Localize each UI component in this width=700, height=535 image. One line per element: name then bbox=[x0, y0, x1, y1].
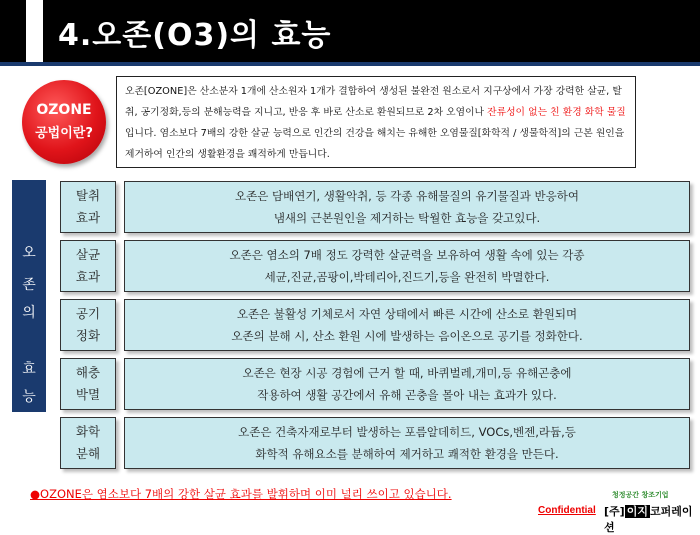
row-desc-line: 오존은 불활성 기체로서 자연 상태에서 빠른 시간에 산소로 환원되며 bbox=[236, 307, 578, 321]
confidential-label: Confidential bbox=[538, 505, 596, 516]
row-desc-line: 오존은 현장 시공 경험에 근거 할 때, 바퀴벌레,개미,등 유해곤충에 bbox=[242, 366, 572, 380]
ozone-badge-line1: OZONE bbox=[36, 102, 92, 118]
logo-rest: 코퍼레이션 bbox=[604, 505, 693, 534]
row-desc-line: 화학적 유해요소를 분해하여 제거하고 쾌적한 환경을 만든다. bbox=[255, 447, 559, 461]
intro-highlight: 잔류성이 없는 친 환경 화학 물질 bbox=[487, 107, 626, 118]
side-char: 존 bbox=[22, 277, 36, 293]
row-label-line: 해충 bbox=[75, 365, 101, 380]
row-label-line: 공기 bbox=[75, 306, 101, 321]
company-logo bbox=[604, 503, 700, 535]
row-label-line: 정화 bbox=[75, 328, 101, 343]
row-desc-line: 세균,진균,곰팡이,박테리아,진드기,등을 완전히 박멸한다. bbox=[264, 270, 550, 284]
row-label-line: 박멸 bbox=[75, 387, 101, 402]
row-desc-line: 냄새의 근본원인을 제거하는 탁월한 효능을 갖고있다. bbox=[273, 211, 541, 225]
title-accent-left bbox=[0, 0, 14, 62]
ozone-badge bbox=[22, 80, 106, 164]
side-char: 오 bbox=[22, 245, 36, 261]
title-accent-bar bbox=[26, 0, 43, 62]
row-desc-line: 오존은 염소의 7배 정도 강력한 살균력을 보유하여 생활 속에 있는 각종 bbox=[229, 248, 585, 262]
logo-highlight: 이지 bbox=[626, 505, 648, 518]
row-label-deodorize bbox=[60, 181, 116, 233]
row-label-sterilize bbox=[60, 240, 116, 292]
side-char: 능 bbox=[22, 389, 36, 405]
row-desc-line: 오존의 분해 시, 산소 환원 시에 발생하는 음이온으로 공기를 정화한다. bbox=[231, 329, 583, 343]
logo-prefix: [주] bbox=[604, 505, 625, 518]
intro-text-1: 오존[OZONE]은 산소분자 1개에 산소원자 1개가 결합하여 생성된 불완전 원소로서 지구상에서 가장 강력한 살균, 탈취, 공기정화,등의 분해능력을 지니고, 반응 후 바로 산소로 환원되므로 2차 오염이나 bbox=[125, 86, 622, 118]
row-label-line: 살균 bbox=[75, 247, 101, 262]
logo-tagline: 청정공간 창조기업 bbox=[612, 491, 669, 499]
row-label-pest bbox=[60, 358, 116, 410]
row-desc-air-purify bbox=[124, 299, 690, 351]
row-label-line: 분해 bbox=[75, 446, 101, 461]
header-divider bbox=[0, 62, 700, 66]
row-label-chemical bbox=[60, 417, 116, 469]
row-desc-line: 오존은 건축자재로부터 발생하는 포름알데히드, VOCs,벤젠,라듐,등 bbox=[238, 425, 576, 439]
row-desc-deodorize bbox=[124, 181, 690, 233]
row-desc-pest bbox=[124, 358, 690, 410]
row-label-line: 효과 bbox=[75, 269, 101, 284]
intro-box bbox=[116, 76, 636, 168]
row-label-air-purify bbox=[60, 299, 116, 351]
row-label-line: 화학 bbox=[75, 424, 101, 439]
side-label bbox=[12, 180, 46, 412]
row-desc-sterilize bbox=[124, 240, 690, 292]
intro-text-2: 입니다. 염소보다 7배의 강한 살균 능력으로 인간의 건강을 해치는 유해한 오염물질[화학적 / 생물학적]의 근본 원인을 제거하여 인간의 생활환경을 쾌적하게 만듭니다. bbox=[125, 128, 625, 160]
ozone-badge-line2: 공법이란? bbox=[35, 126, 93, 141]
row-desc-line: 오존은 담배연기, 생활악취, 등 각종 유해물질의 유기물질과 반응하여 bbox=[235, 189, 579, 203]
title-bar bbox=[0, 0, 700, 62]
side-char: 의 bbox=[22, 305, 36, 321]
footnote: ●OZONE은 염소보다 7배의 강한 살균 효과를 발휘하며 이미 널리 쓰이고 있습니다. bbox=[30, 487, 452, 501]
row-label-line: 효과 bbox=[75, 210, 101, 225]
side-char: 효 bbox=[22, 361, 36, 377]
row-label-line: 탈취 bbox=[75, 188, 101, 203]
page-title: 4.오존(O3)의 효능 bbox=[58, 18, 332, 53]
row-desc-line: 작용하여 생활 공간에서 유해 곤충을 몰아 내는 효과가 있다. bbox=[257, 388, 557, 402]
row-desc-chemical bbox=[124, 417, 690, 469]
